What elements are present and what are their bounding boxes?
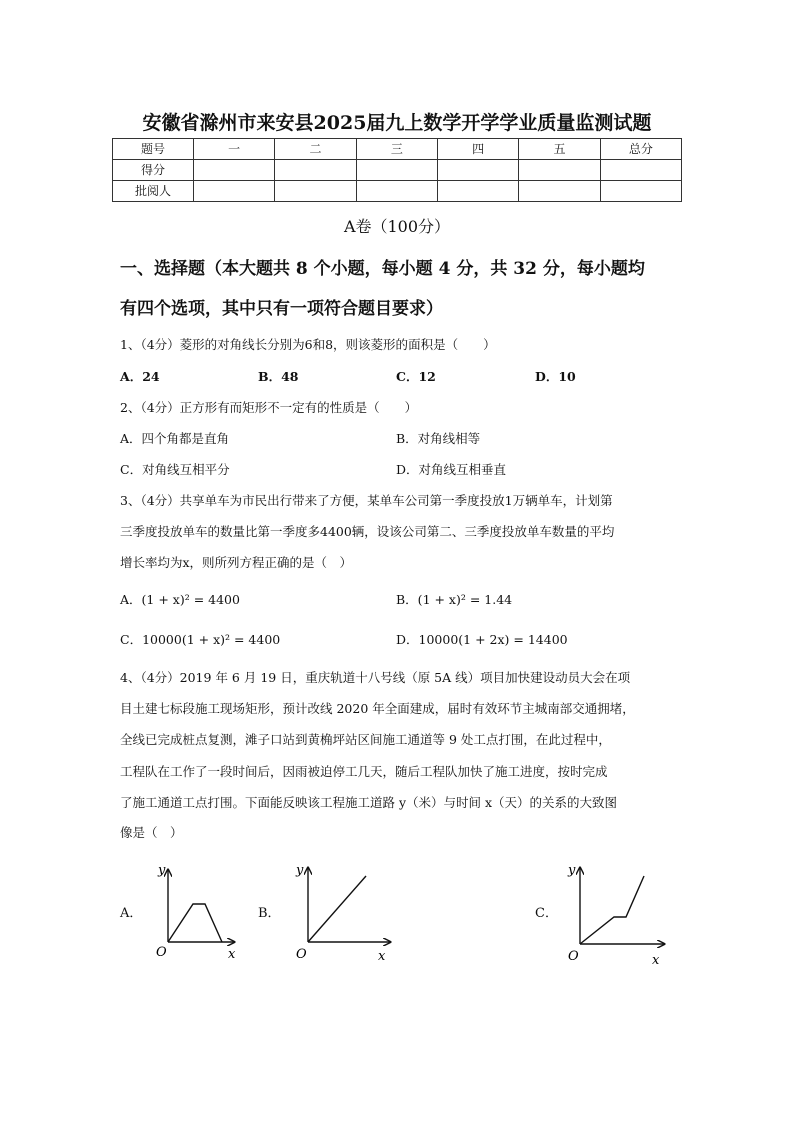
question-stem: 3、（4分）共享单车为市民出行带来了方便，某单车公司第一季度投放1万辆单车，计划第: [120, 493, 613, 508]
question-stem-cont: 目土建七标段施工现场矩形，预计改线 2020 年全面建成，届时有效环节主城南部交通拥堵，: [120, 701, 635, 716]
option-a[interactable]: A．24: [120, 369, 160, 384]
option-d[interactable]: D．10: [535, 369, 576, 384]
section-subtitle: A卷（100分）: [343, 217, 451, 236]
table-cell[interactable]: [437, 160, 518, 181]
table-cell: 总分: [600, 139, 681, 160]
page-title: 安徽省滁州市来安县2025届九上数学开学学业质量监测试题: [142, 112, 652, 134]
option-c[interactable]: C．: [535, 906, 558, 921]
question-stem-cont: 增长率均为x，则所列方程正确的是（ ）: [120, 555, 353, 570]
table-cell[interactable]: [275, 181, 356, 202]
y-label: y: [296, 863, 304, 878]
table-cell[interactable]: [600, 160, 681, 181]
graph-a: [150, 860, 240, 970]
question-stem: 1、（4分）菱形的对角线长分别为6和8，则该菱形的面积是（ ）: [120, 337, 496, 352]
table-cell: 五: [519, 139, 600, 160]
x-label: x: [652, 953, 660, 968]
graph-line: [580, 876, 644, 944]
table-cell: 四: [437, 139, 518, 160]
table-cell: 一: [194, 139, 275, 160]
table-cell[interactable]: [356, 160, 437, 181]
table-cell[interactable]: [194, 160, 275, 181]
x-label: x: [228, 947, 236, 962]
table-row: [113, 160, 682, 181]
score-table: [112, 138, 682, 202]
table-row: [113, 181, 682, 202]
graph-line: [308, 876, 366, 942]
option-b[interactable]: B．(1 + x)² = 1.44: [396, 592, 513, 607]
section-heading: 一、选择题（本大题共 8 个小题，每小题 4 分，共 32 分，每小题均: [120, 259, 645, 279]
option-b[interactable]: B．对角线相等: [396, 431, 481, 446]
question-stem: 4、（4分）2019 年 6 月 19 日，重庆轨道十八号线（原 5A 线）项目加快建设动员大会在项: [120, 670, 631, 685]
graph-c: [560, 860, 670, 970]
y-label: y: [568, 863, 576, 878]
origin-label: O: [568, 949, 579, 964]
table-cell[interactable]: [519, 160, 600, 181]
table-row: [113, 139, 682, 160]
graph-b: [286, 860, 396, 970]
origin-label: O: [296, 947, 307, 962]
option-a[interactable]: A．(1 + x)² = 4400: [120, 592, 240, 607]
option-c[interactable]: C．对角线互相平分: [120, 462, 230, 477]
table-cell: 三: [356, 139, 437, 160]
question-stem-cont: 了施工通道工点打围。下面能反映该工程施工道路 y（米）与时间 x（天）的关系的大致图: [120, 795, 618, 810]
table-cell[interactable]: [437, 181, 518, 202]
table-cell[interactable]: [194, 181, 275, 202]
option-c[interactable]: C．10000(1 + x)² = 4400: [120, 632, 281, 647]
x-label: x: [378, 949, 386, 964]
option-d[interactable]: D．对角线互相垂直: [396, 462, 507, 477]
question-stem-cont: 像是（ ）: [120, 825, 183, 840]
table-cell[interactable]: [356, 181, 437, 202]
table-cell[interactable]: [275, 160, 356, 181]
option-b[interactable]: B．: [258, 906, 281, 921]
graph-line: [168, 904, 222, 942]
option-a[interactable]: A．四个角都是直角: [120, 431, 230, 446]
table-cell: 批阅人: [113, 181, 194, 202]
table-cell: 得分: [113, 160, 194, 181]
question-stem-cont: 工程队在工作了一段时间后，因雨被迫停工几天，随后工程队加快了施工进度，按时完成: [120, 764, 608, 779]
question-stem-cont: 全线已完成桩点复测，滩子口站到黄桷坪站区间施工通道等 9 处工点打围，在此过程中，: [120, 732, 611, 747]
table-cell: 二: [275, 139, 356, 160]
table-cell[interactable]: [519, 181, 600, 202]
question-stem: 2、（4分）正方形有而矩形不一定有的性质是（ ）: [120, 400, 418, 415]
option-d[interactable]: D．10000(1 + 2x) = 14400: [396, 632, 568, 647]
origin-label: O: [156, 945, 167, 960]
y-label: y: [158, 863, 166, 878]
option-b[interactable]: B．48: [258, 369, 299, 384]
table-cell[interactable]: [600, 181, 681, 202]
option-c[interactable]: C．12: [396, 369, 436, 384]
section-heading-cont: 有四个选项，其中只有一项符合题目要求）: [120, 299, 443, 319]
question-stem-cont: 三季度投放单车的数量比第一季度多4400辆，设该公司第二、三季度投放单车数量的平均: [120, 524, 615, 539]
option-a[interactable]: A．: [120, 906, 143, 921]
table-cell: 题号: [113, 139, 194, 160]
